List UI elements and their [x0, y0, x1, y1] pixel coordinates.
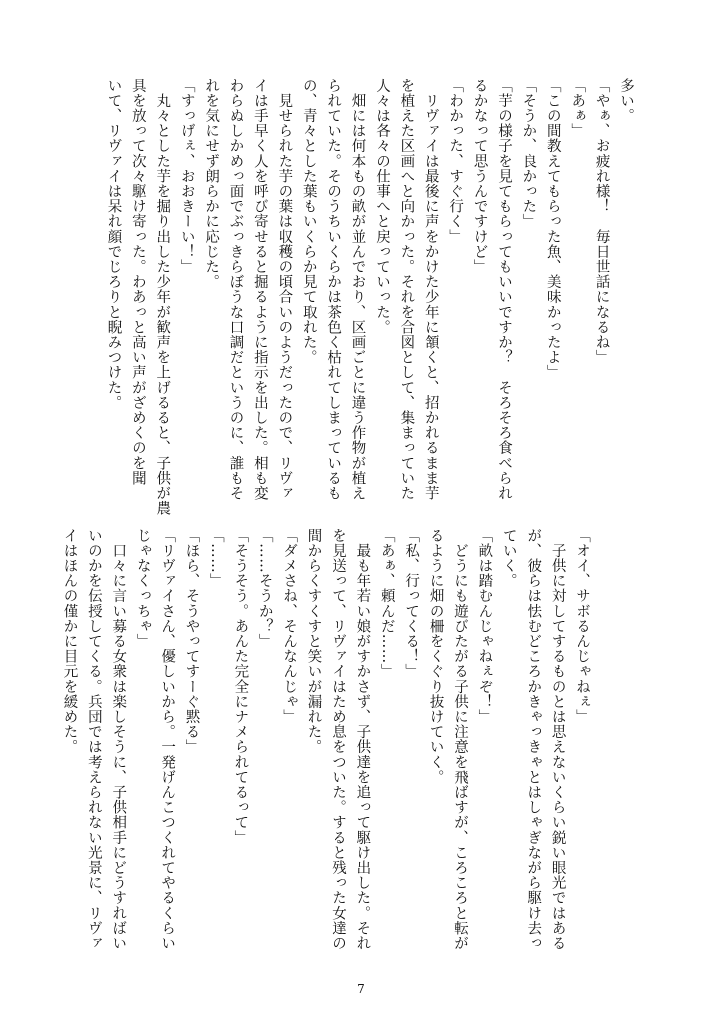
text-line: られていた。そのうちいくらかは茶色く枯れてしまっているも	[325, 78, 342, 501]
text-line: 「この間教えてもらった魚、美味かったよ」	[544, 78, 561, 380]
text-line: るかなって思うんですけど」	[471, 78, 488, 275]
text-line: の、青々とした葉もいくらか見て取れた。	[300, 78, 317, 365]
text-block-top	[98, 78, 638, 516]
text-line: 間からくすくすと笑いが漏れた。	[305, 528, 322, 755]
text-line: 「ダメさね、そんなんじゃ」	[281, 528, 298, 725]
text-line: るように畑の柵をくぐり抜けていく。	[427, 528, 444, 785]
text-line: 「すっげぇ、おおきーい！」	[178, 78, 195, 275]
text-line: 「芋の様子を見てもらってもいいですか？ そろそろ食べられ	[495, 78, 512, 501]
text-line: 「オイ、サボるんじゃねぇ」	[574, 528, 590, 725]
text-line: 「あぁ、頼んだ……」	[378, 528, 395, 679]
page-number: 7	[357, 982, 365, 996]
text-line: ていく。	[500, 528, 517, 589]
text-line: イはほんの僅かに目元を緩めた。	[61, 528, 78, 755]
text-line: 丸々とした芋を掘り出した少年が歓声を上げるると、子供が農	[154, 78, 171, 516]
text-line: いのかを伝授してくる。兵団では考えられない光景に、リヴァ	[85, 528, 102, 951]
text-line: リヴァイは最後に声をかけた少年に頷くと、招かれるまま芋	[422, 78, 439, 501]
text-line: 「あぁ」	[569, 78, 586, 139]
text-line: 最も年若い娘がすかさず、子供達を追って駆け出した。それ	[354, 528, 371, 951]
text-line: 「畝は踏むんじゃねぇぞ！」	[476, 528, 493, 725]
text-line: 畑には何本もの畝が並んでおり、区画ごとに違う作物が植え	[349, 78, 366, 501]
text-line: 人々は各々の仕事へと戻っていった。	[373, 78, 390, 335]
text-line: 「……そうか？」	[256, 528, 273, 649]
text-line: わらぬしかめっ面でぶっきらぼうな口調だというのに、誰もそ	[227, 78, 244, 501]
text-line: 「そうそう。あんた完全にナメられてるって」	[232, 528, 249, 846]
text-line: 「私、行ってくる！」	[403, 528, 420, 679]
text-line: 「そうか、良かった」	[520, 78, 537, 229]
text-line: を植えた区画へと向かった。それを合図として、集まっていた	[398, 78, 415, 501]
text-line: 「ほら、そうやってすーぐ黙る」	[183, 528, 200, 755]
text-line: 見せられた芋の葉は収穫の頃合いのようだったので、リヴァ	[276, 78, 293, 501]
text-line: 多い。	[618, 78, 634, 124]
text-line: 「リヴァイさん、優しいから。一発げんこつくれてやるくらい	[159, 528, 176, 951]
text-line: イは手早く人を呼び寄せると掘るように指示を出した。相も変	[251, 78, 268, 501]
text-line: じゃなくっちゃ」	[134, 528, 151, 649]
text-line: が、彼らは怯むどころかきゃっきゃとはしゃぎながら駆け去っ	[525, 528, 542, 951]
text-line: 具を放って次々駆け寄った。わあっと高い声がざめくのを聞	[129, 78, 146, 486]
text-line: 「やぁ、お疲れ様！ 毎日世話になるね」	[593, 78, 610, 365]
text-line: を見送って、リヴァイはため息をついた。すると残った女達の	[329, 528, 346, 951]
text-line: 「……」	[207, 528, 224, 589]
text-line: いて、リヴァイは呆れ顔でじろりと睨みつけた。	[105, 78, 122, 411]
text-line: どうにも遊びたがる子供に注意を飛ばすが、ころころと転が	[451, 528, 468, 951]
text-line: れを気にせず朗らかに応じた。	[203, 78, 220, 290]
text-line: 子供に対してするものとは思えないくらい鋭い眼光ではある	[549, 528, 566, 951]
text-block-bottom	[61, 528, 594, 968]
text-line: 「わかった、すぐ行く」	[447, 78, 464, 245]
text-line: 口々に言い募る女衆は楽しそうに、子供相手にどうすればい	[110, 528, 127, 951]
